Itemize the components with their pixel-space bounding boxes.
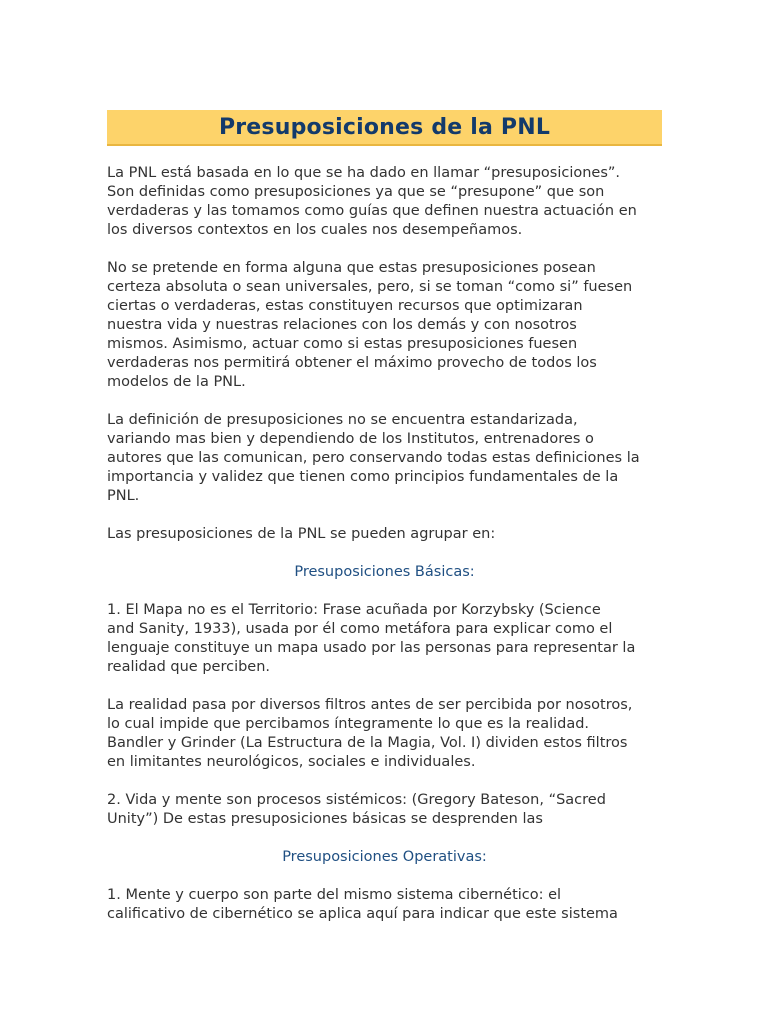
paragraph-line: Las presuposiciones de la PNL se pueden agrupar en: bbox=[107, 526, 496, 542]
paragraph bbox=[107, 886, 662, 924]
paragraph-line: nuestra vida y nuestras relaciones con los demás y con nosotros bbox=[107, 317, 577, 333]
paragraph-line: certeza absoluta o sean universales, pero, si se toman “como si” fuesen bbox=[107, 279, 633, 295]
page-title: Presuposiciones de la PNL bbox=[218, 114, 551, 140]
paragraph bbox=[107, 601, 662, 677]
section-subheading: Presuposiciones Básicas: bbox=[294, 564, 475, 580]
paragraph bbox=[107, 696, 662, 772]
paragraph-line: and Sanity, 1933), usada por él como metáfora para explicar como el bbox=[107, 621, 613, 637]
paragraph-line: verdaderas nos permitirá obtener el máximo provecho de todos los bbox=[107, 355, 597, 371]
paragraph-line: ciertas o verdaderas, estas constituyen recursos que optimizaran bbox=[107, 298, 583, 314]
paragraph-line: 2. Vida y mente son procesos sistémicos: (Gregory Bateson, “Sacred bbox=[107, 792, 606, 808]
document-body bbox=[107, 164, 662, 924]
paragraph-line: Unity”) De estas presuposiciones básicas se desprenden las bbox=[107, 811, 543, 827]
paragraph-line: modelos de la PNL. bbox=[107, 374, 246, 390]
paragraph-line: La PNL está basada en lo que se ha dado en llamar “presuposiciones”. bbox=[107, 165, 621, 181]
paragraph-line: importancia y validez que tienen como principios fundamentales de la bbox=[107, 469, 619, 485]
paragraph-line: calificativo de cibernético se aplica aquí para indicar que este sistema bbox=[107, 906, 618, 922]
paragraph-line: lo cual impide que percibamos íntegramente lo que es la realidad. bbox=[107, 716, 590, 732]
paragraph bbox=[107, 411, 662, 506]
paragraph-line: 1. El Mapa no es el Territorio: Frase acuñada por Korzybsky (Science bbox=[107, 602, 601, 618]
section-subheading: Presuposiciones Operativas: bbox=[282, 849, 487, 865]
paragraph-line: los diversos contextos en los cuales nos desempeñamos. bbox=[107, 222, 523, 238]
paragraph-line: 1. Mente y cuerpo son parte del mismo sistema cibernético: el bbox=[107, 887, 562, 903]
title-banner bbox=[107, 110, 662, 146]
paragraph bbox=[107, 164, 662, 240]
paragraph-line: variando mas bien y dependiendo de los Institutos, entrenadores o bbox=[107, 431, 594, 447]
paragraph-line: PNL. bbox=[107, 488, 140, 504]
paragraph-line: lenguaje constituye un mapa usado por las personas para representar la bbox=[107, 640, 636, 656]
paragraph-line: verdaderas y las tomamos como guías que definen nuestra actuación en bbox=[107, 203, 637, 219]
paragraph bbox=[107, 525, 662, 544]
paragraph-line: autores que las comunican, pero conservando todas estas definiciones la bbox=[107, 450, 640, 466]
paragraph-line: mismos. Asimismo, actuar como si estas presuposiciones fuesen bbox=[107, 336, 578, 352]
paragraph-line: realidad que perciben. bbox=[107, 659, 271, 675]
paragraph-line: No se pretende en forma alguna que estas presuposiciones posean bbox=[107, 260, 596, 276]
paragraph-line: Bandler y Grinder (La Estructura de la Magia, Vol. I) dividen estos filtros bbox=[107, 735, 628, 751]
paragraph bbox=[107, 259, 662, 392]
paragraph bbox=[107, 791, 662, 829]
paragraph-line: La definición de presuposiciones no se encuentra estandarizada, bbox=[107, 412, 578, 428]
paragraph-line: en limitantes neurológicos, sociales e individuales. bbox=[107, 754, 476, 770]
paragraph-line: La realidad pasa por diversos filtros antes de ser percibida por nosotros, bbox=[107, 697, 633, 713]
document-page bbox=[107, 110, 662, 943]
paragraph-line: Son definidas como presuposiciones ya que se “presupone” que son bbox=[107, 184, 605, 200]
